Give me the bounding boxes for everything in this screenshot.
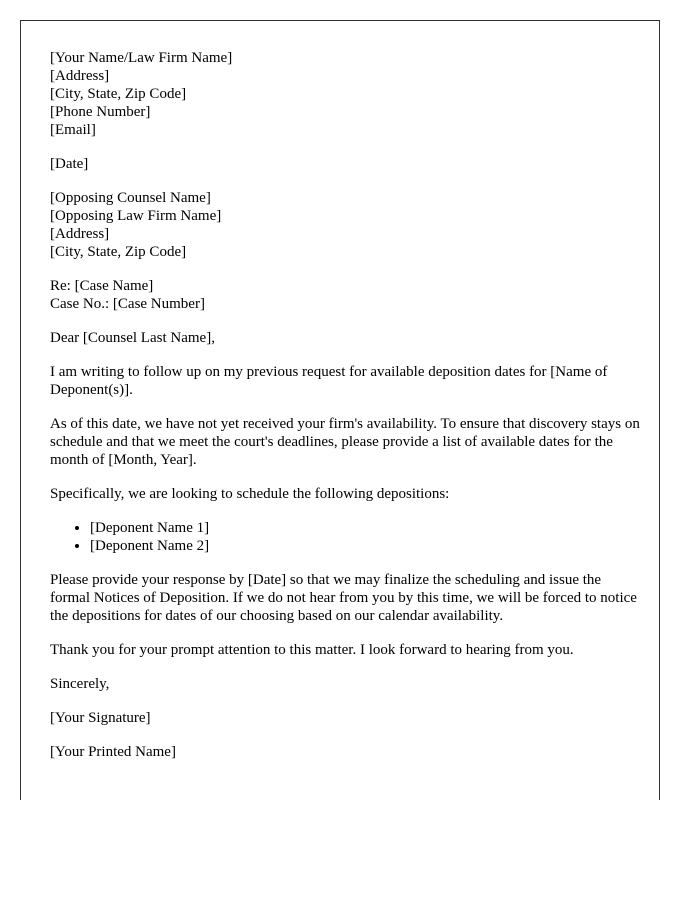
recipient-firm: [Opposing Law Firm Name]: [50, 208, 222, 224]
sender-phone: [Phone Number]: [50, 104, 151, 120]
recipient-block: [50, 189, 640, 261]
reference-case-number: Case No.: [Case Number]: [50, 296, 205, 312]
list-item: • [Deponent Name 1]: [90, 519, 640, 537]
sign-off: Sincerely,: [50, 676, 110, 692]
printed-name: [Your Printed Name]: [50, 744, 176, 760]
signature: [Your Signature]: [50, 710, 151, 726]
body-paragraph-3: Specifically, we are looking to schedule the following depositions:: [50, 486, 450, 502]
body-paragraph-1: I am writing to follow up on my previous request for available deposition dates for [Name of Deponent(s)].: [50, 364, 608, 398]
recipient-city-state-zip: [City, State, Zip Code]: [50, 244, 187, 260]
body-paragraph-4: Please provide your response by [Date] so that we may finalize the scheduling and issue the formal Notices of Deposition. If we do not hear from you by this time, we will be forced to notice the depositions for dates of our choosing based on our calendar availability.: [50, 572, 637, 624]
recipient-name: [Opposing Counsel Name]: [50, 190, 211, 206]
sender-address: [Address]: [50, 68, 110, 84]
list-item: • [Deponent Name 2]: [90, 537, 640, 555]
sender-email: [Email]: [50, 122, 96, 138]
deponent-list: [50, 519, 640, 555]
body-paragraph-5: Thank you for your prompt attention to this matter. I look forward to hearing from you.: [50, 642, 574, 658]
sender-block: [50, 49, 640, 139]
reference-block: [50, 277, 640, 313]
body-paragraph-2: As of this date, we have not yet received your firm's availability. To ensure that discovery stays on schedule and that we meet the court's deadlines, please provide a list of available dates for the month of [Month, Year].: [50, 416, 640, 468]
recipient-address: [Address]: [50, 226, 110, 242]
sender-city-state-zip: [City, State, Zip Code]: [50, 86, 187, 102]
sender-name: [Your Name/Law Firm Name]: [50, 50, 233, 66]
letter-date: [Date]: [50, 156, 89, 172]
salutation: Dear [Counsel Last Name],: [50, 330, 215, 346]
letter-content: [50, 49, 640, 777]
reference-case-name: Re: [Case Name]: [50, 278, 154, 294]
date-block: [50, 155, 640, 173]
letter-page: [20, 20, 660, 800]
